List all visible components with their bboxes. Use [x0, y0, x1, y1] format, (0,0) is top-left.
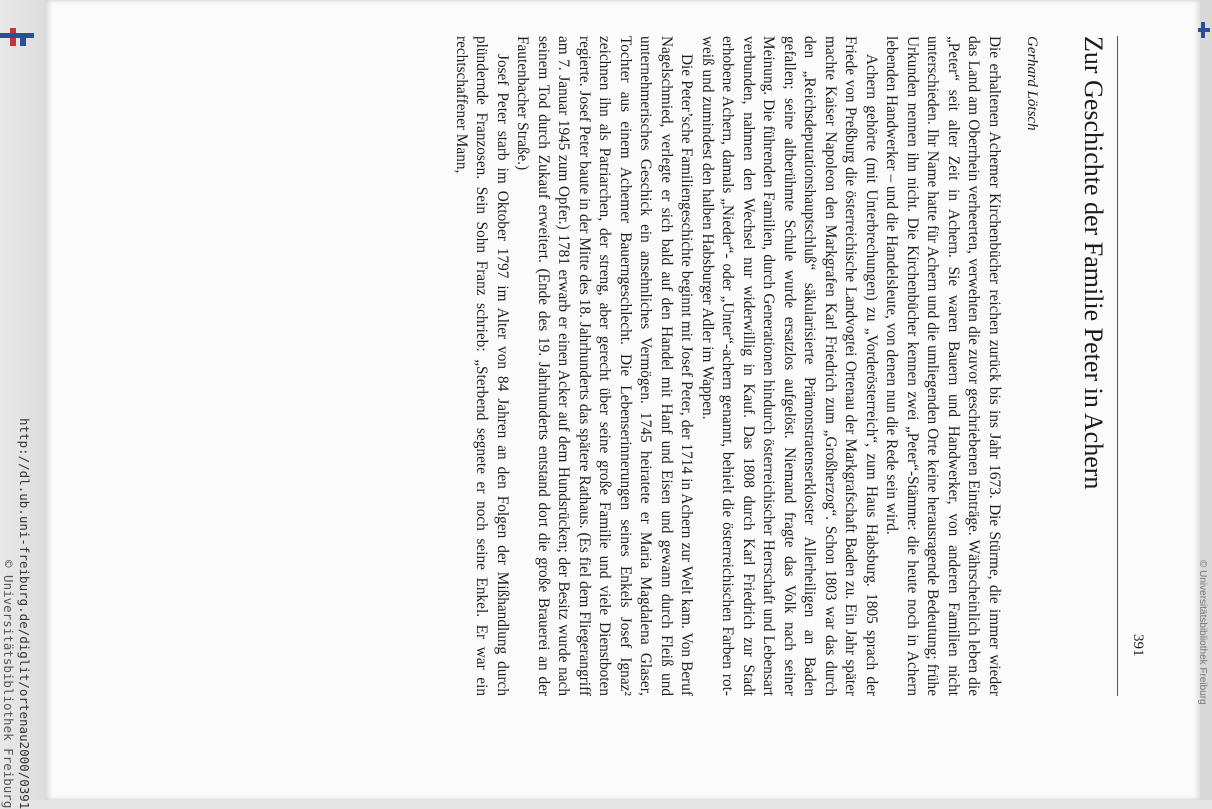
page-number: 391	[1130, 634, 1146, 657]
library-logo-icon-right	[1198, 20, 1210, 42]
paragraph: Die erhaltenen Achemer Kirchenbücher reichen zurück bis ins Jahr 1673. Die Stürme, die immer wieder das Land am Oberrhein verheerten, verwehten die zuvor geschriebenen Einträge. Währscheinlich leben die „Peter“ seit alter Zeit in Achern. Sie waren Bauern und Handwerker, von anderen Familien nicht unterschieden. Ihr Name hatte für Achern und die umliegenden Orte keine herausragende Bedeutung; frühe Urkunden nennen ihn nicht. Die Kirchenbücher kennen zwei „Peter“-Stämme: die heute noch in Achern lebenden Handwerker – und die Handelsleute, von denen nun die Rede sein wird.	[883, 36, 1003, 696]
article-body	[451, 36, 1005, 696]
header-rule	[1117, 36, 1118, 696]
article-title: Zur Geschichte der Familie Peter in Achern	[1079, 36, 1108, 490]
paragraph: Die Peter’sche Familiengeschichte beginnt mit Josef Peter, der 1714 in Achern zur Welt kam. Von Beruf Nagelschmied, verlegte er sich bald auf den Handel mit Hanf und Eisen und gewann durch Fleiß und unternehmerisches Geschick ein ansehnliches Vermögen. 1745 heiratete er Maria Magdalena Glaser, Tochter aus einem Achemer Bauerngeschlecht. Die Lebenserinnerungen seines Enkels Josef Ignaz² zeichnen ihn als Patriarchen, der streng, aber gerecht über seine große Familie und viele Dienstboten regierte. Josef Peter baute in der Mitte des 18. Jahrhunderts das spätere Rathaus. (Es fiel dem Fliegerangriff am 7. Januar 1945 zum Opfer.) 1781 erwarb er einen Acker auf dem Hundsrücken; der Besitz wurde nach seinem Tod durch Zukauf erweitert. (Ende des 19. Jahrhunderts entstand dort die große Brauerei an der Fautenbacher Straße.)	[514, 36, 696, 696]
left-margin	[0, 0, 46, 809]
url-strip	[0, 0, 46, 809]
copyright-note: © Universitätsbibliothek Freiburg	[1, 560, 16, 809]
page-content	[126, 36, 1146, 696]
article-author: Gerhard Lötsch	[1024, 36, 1040, 131]
source-url[interactable]: http://dl.ub.uni-freiburg.de/diglit/ortenau2000/0391	[17, 418, 32, 809]
paragraph: Josef Peter starb im Oktober 1797 im Alter von 84 Jahren an den Folgen der Mißhandlung durch plündernde Franzosen. Sein Sohn Franz schrieb: „Sterbend segnete er noch seine Enkel. Er war ein rechtschaffener Mann,	[453, 36, 511, 696]
edge-copyright: © Universitätsbibliothek Freiburg	[1197, 560, 1208, 705]
paragraph: Achern gehörte (mit Unterbrechungen) zu „Vorderösterreich“, zum Haus Habsburg. 1805 sprach der Friede von Preßburg die österreichische Landvogtei Ortenau der Markgrafschaft Baden zu. Ein Jahr später machte Kaiser Napoleon den Markgrafen Karl Friedrich zum „Großherzog“. Schon 1803 war das durch den „Reichsdeputationshauptschluß“ säkularisierte Prämonstratenserkloster Allerheiligen an Baden gefallen; seine altberühmte Schule wurde ersatzlos aufgelöst. Niemand fragte das Volk nach seiner Meinung. Die führenden Familien, durch Generationen hindurch österreichischer Herrschaft und Lebensart verbunden, nahmen den Wechsel nur widerwillig in Kauf. Das 1808 durch Karl Friedrich zur Stadt erhobene Achern, damals „Nieder“- oder „Unter“-achern genannt, behielt die österreichischen Farben rot-weiß und zumindest den halben Habsburger Adler im Wappen.	[699, 36, 880, 696]
